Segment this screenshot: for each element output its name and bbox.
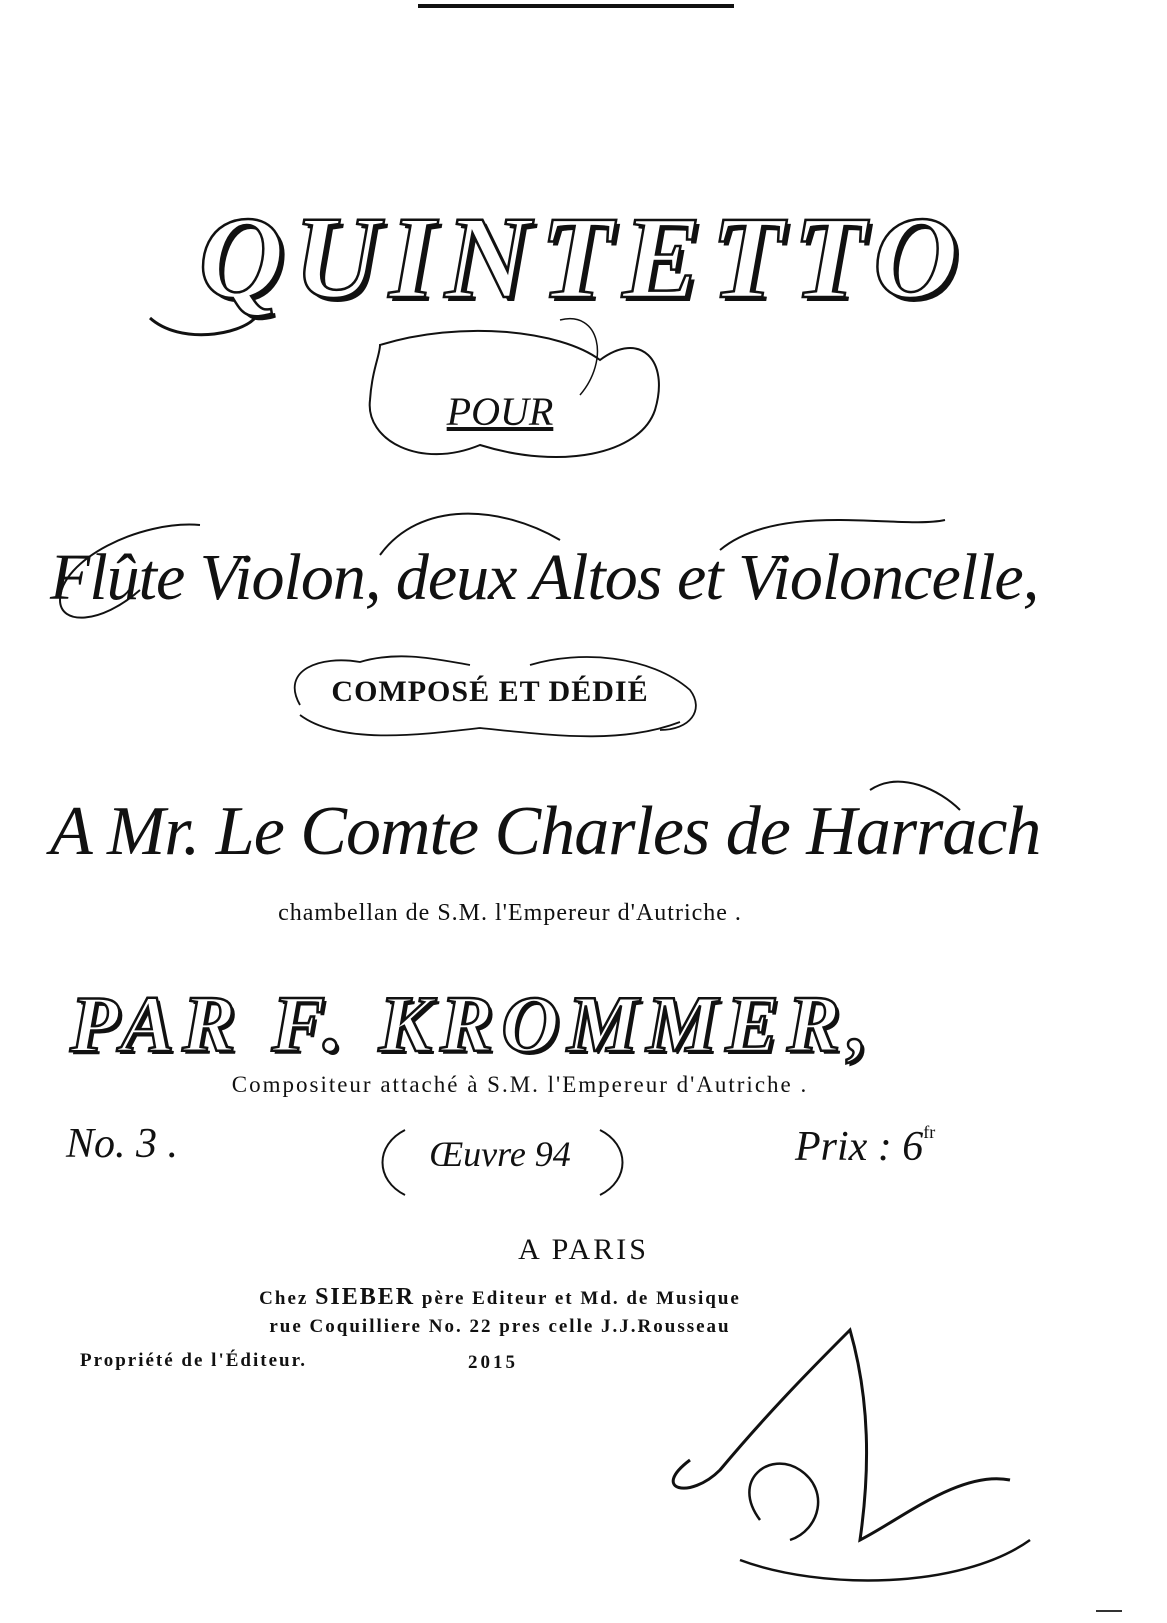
pour-flourish [560,319,597,395]
publisher-prefix: Chez [259,1288,309,1309]
publisher-name: SIEBER [315,1284,416,1310]
compose-cartouche-bottom [300,715,680,736]
work-number: No. 3 . [66,1121,179,1167]
price [795,1122,935,1171]
opus-right-bracket [600,1130,623,1195]
dedicatee-name: A Mr. Le Comte Charles de Harrach [50,793,1041,870]
imprint-city: A PARIS [518,1233,649,1266]
price-label: Prix : 6 [795,1124,924,1170]
work-title: QUINTETTO [198,192,969,323]
composer-title: Compositeur attaché à S.M. l'Empereur d'Autriche . [231,1072,809,1097]
signature-underline [740,1540,1030,1580]
bottom-rule [1096,1610,1122,1612]
dedicatee-title: chambellan de S.M. l'Empereur d'Autriche . [278,900,742,926]
price-unit: fr [923,1122,936,1142]
composer-name: PAR F. KROMMER, [70,981,877,1069]
compose-dedie-label: COMPOSÉ ET DÉDIÉ [331,675,649,708]
pour-label: POUR [446,389,554,434]
imprint-address: rue Coquilliere No. 22 pres celle J.J.Rousseau [269,1316,731,1337]
signature-swash [673,1330,1010,1540]
signature-loop [749,1464,818,1540]
opus-number: Œuvre 94 [429,1134,571,1174]
imprint-publisher [0,1284,1000,1311]
property-notice: Propriété de l'Éditeur. [80,1350,308,1371]
plate-number: 2015 [468,1352,518,1373]
publisher-suffix: père Editeur et Md. de Musique [421,1288,741,1309]
instrumentation: Flûte Violon, deux Altos et Violoncelle, [50,541,1039,614]
